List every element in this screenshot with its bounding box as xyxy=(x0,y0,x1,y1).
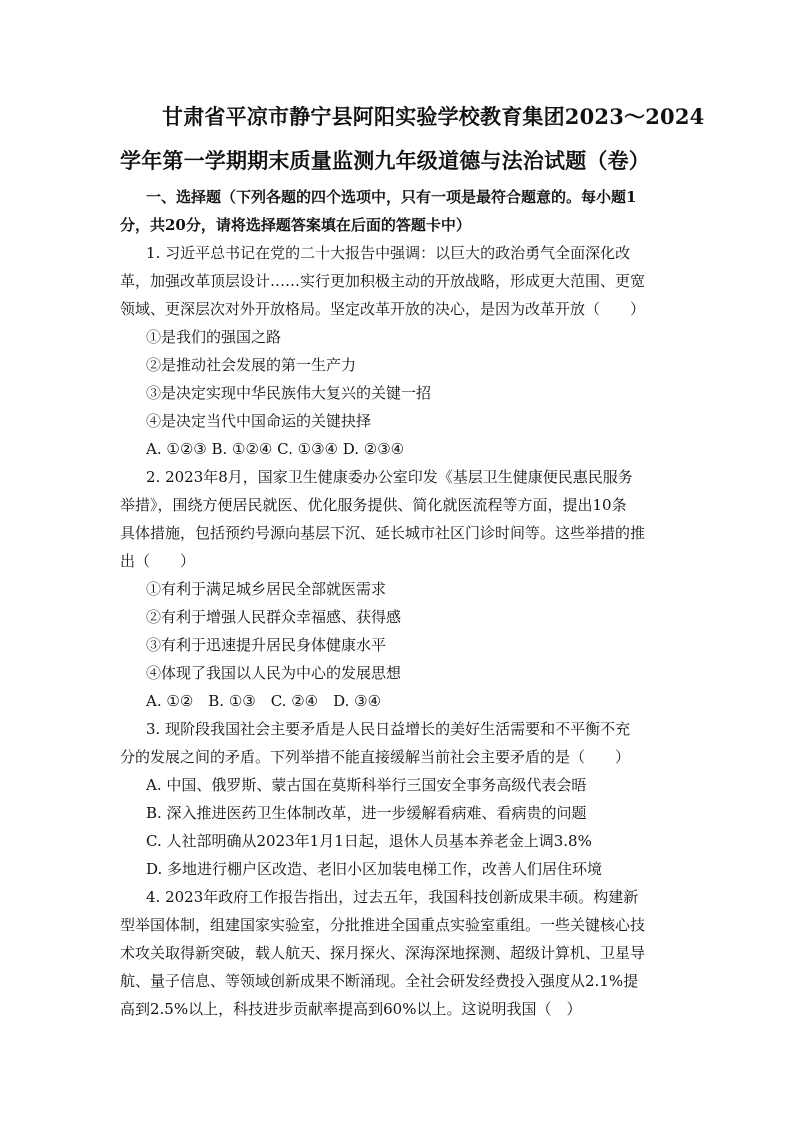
q1-options: A. ①②③ B. ①②④ C. ①③④ D. ②③④ xyxy=(146,440,405,458)
document-title-line-1: 甘肃省平凉市静宁县阿阳实验学校教育集团2023～2024 xyxy=(162,104,705,129)
q4-stem-line-1: 4. 2023年政府工作报告指出，过去五年，我国科技创新成果丰硕。构建新 xyxy=(146,888,639,906)
q2-statement-2: ②有利于增强人民群众幸福感、获得感 xyxy=(146,608,402,626)
q2-stem-line-4: 出（ ） xyxy=(120,552,196,570)
q1-stem-line-1: 1. 习近平总书记在党的二十大报告中强调：以巨大的政治勇气全面深化改 xyxy=(146,244,631,262)
section-header-line-1: 一、选择题（下列各题的四个选项中，只有一项是最符合题意的。每小题1 xyxy=(146,188,637,206)
q1-stem-line-3: 领域、更深层次对外开放格局。坚定改革开放的决心，是因为改革开放（ ） xyxy=(120,300,646,318)
q1-statement-1: ①是我们的强国之路 xyxy=(146,328,282,346)
q3-stem-line-2: 分的发展之间的矛盾。下列举措不能直接缓解当前社会主要矛盾的是（ ） xyxy=(120,748,631,766)
q3-option-a: A. 中国、俄罗斯、蒙古国在莫斯科举行三国安全事务高级代表会晤 xyxy=(146,776,587,794)
q1-statement-2: ②是推动社会发展的第一生产力 xyxy=(146,356,357,374)
q1-statement-3: ③是决定实现中华民族伟大复兴的关键一招 xyxy=(146,384,432,402)
q2-statement-1: ①有利于满足城乡居民全部就医需求 xyxy=(146,580,387,598)
q2-options: A. ①② B. ①③ C. ②④ D. ③④ xyxy=(146,692,382,710)
q1-statement-4: ④是决定当代中国命运的关键抉择 xyxy=(146,412,372,430)
document-title-line-2: 学年第一学期期末质量监测九年级道德与法治试题（卷） xyxy=(120,148,650,173)
q4-stem-line-2: 型举国体制，组建国家实验室，分批推进全国重点实验室重组。一些关键核心技 xyxy=(120,916,646,934)
section-header-line-2: 分，共20分，请将选择题答案填在后面的答题卡中） xyxy=(120,216,471,234)
q1-stem-line-2: 革，加强改革顶层设计……实行更加积极主动的开放战略，形成更大范围、更宽 xyxy=(120,272,646,290)
q2-stem-line-2: 举措》，围绕方便居民就医、优化服务提供、简化就医流程等方面，提出10条 xyxy=(120,496,627,514)
q3-option-b: B. 深入推进医药卫生体制改革，进一步缓解看病难、看病贵的问题 xyxy=(146,804,587,822)
q2-statement-3: ③有利于迅速提升居民身体健康水平 xyxy=(146,636,387,654)
q3-option-d: D. 多地进行棚户区改造、老旧小区加装电梯工作，改善人们居住环境 xyxy=(146,860,603,878)
q4-stem-line-4: 航、量子信息、等领域创新成果不断涌现。全社会研发经费投入强度从2.1%提 xyxy=(120,972,639,990)
q2-statement-4: ④体现了我国以人民为中心的发展思想 xyxy=(146,664,402,682)
q4-stem-line-5: 高到2.5%以上，科技进步贡献率提高到60%以上。这说明我国（ ） xyxy=(120,1000,582,1018)
q4-stem-line-3: 术攻关取得新突破，载人航天、探月探火、深海深地探测、超级计算机、卫星导 xyxy=(120,944,646,962)
q2-stem-line-3: 具体措施，包括预约号源向基层下沉、延长城市社区门诊时间等。这些举措的推 xyxy=(120,524,646,542)
q3-stem-line-1: 3. 现阶段我国社会主要矛盾是人民日益增长的美好生活需要和不平衡不充 xyxy=(146,720,631,738)
q2-stem-line-1: 2. 2023年8月，国家卫生健康委办公室印发《基层卫生健康便民惠民服务 xyxy=(146,468,633,486)
q3-option-c: C. 人社部明确从2023年1月1日起，退休人员基本养老金上调3.8% xyxy=(146,832,592,850)
